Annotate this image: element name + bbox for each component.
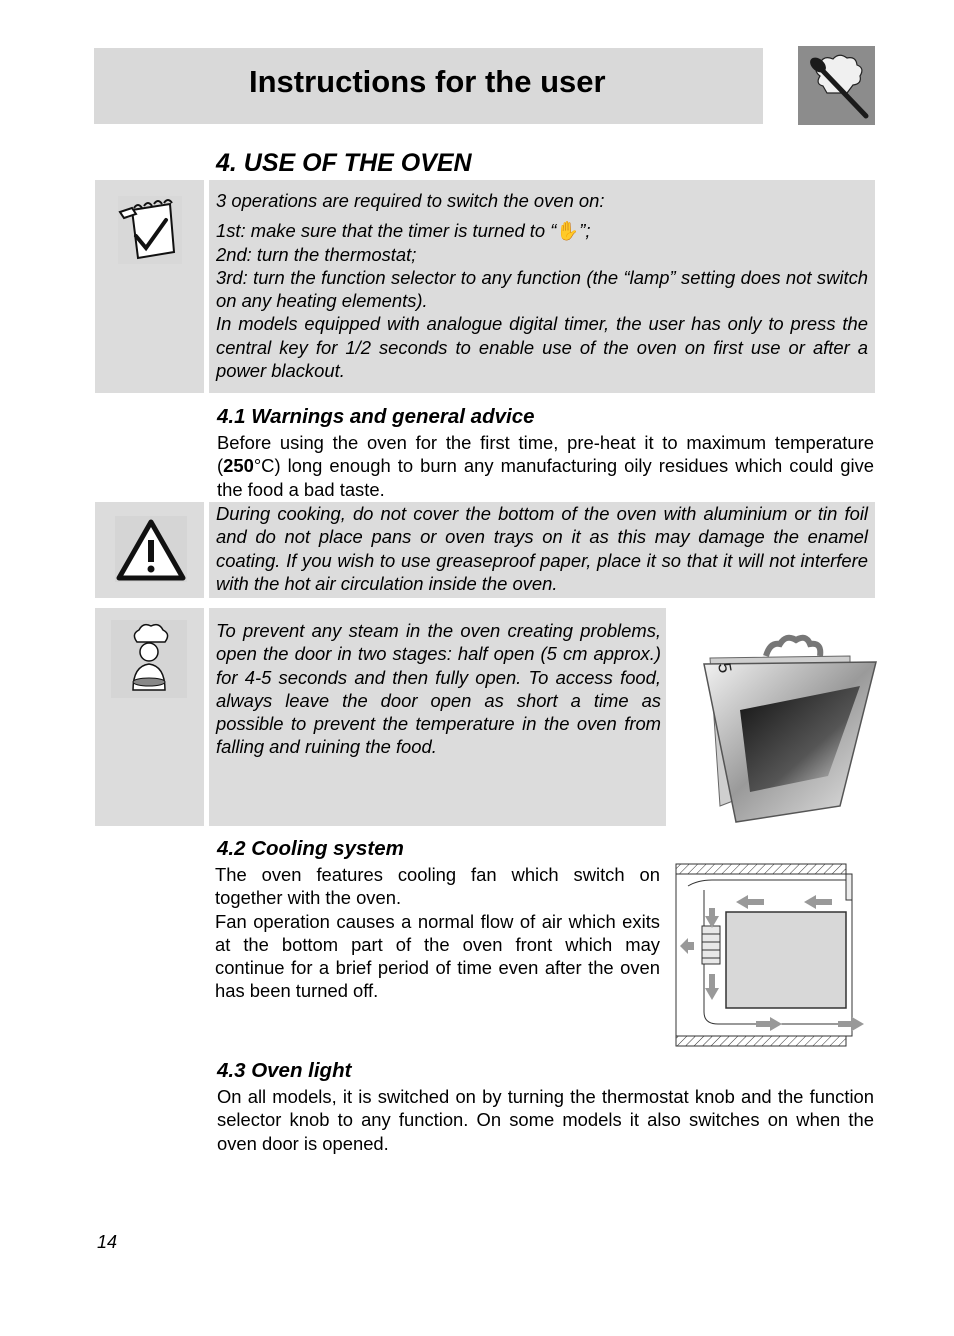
intro-icon-panel (95, 180, 204, 393)
timer-hand-icon: ✋ (556, 220, 580, 242)
caution-text: During cooking, do not cover the bottom of the oven with aluminium or tin foil and do not place pans or oven trays on it as this may damage the enamel coating. If you wish to use greaseproof paper, place it so that it will not interfere with the hot air circulation inside the oven. (216, 503, 868, 594)
chef-icon (111, 620, 187, 698)
cooling-text (215, 863, 660, 1003)
oven-light-paragraph: On all models, it is switched on by turning the thermostat knob and the function selector knob to any function. On some models it also switches on when the oven door is opened. (217, 1086, 874, 1154)
warnings-heading: 4.1 Warnings and general advice (217, 405, 535, 428)
caution-icon-panel (95, 502, 204, 598)
max-temperature-value: 250 (223, 455, 254, 477)
warning-triangle-icon (115, 516, 187, 582)
intro-line-1: 3 operations are required to switch the oven on: (216, 190, 605, 211)
section-title: 4. USE OF THE OVEN (216, 149, 472, 177)
notepad-checkmark-icon (110, 190, 190, 270)
intro-text (216, 189, 868, 382)
cooling-paragraph-1: The oven features cooling fan which switch on together with the oven. (215, 864, 660, 909)
warnings-paragraph: Before using the oven for the first time, pre-heat it to maximum temperature (250°C) long enough to burn any manufacturing oily residues which could give the food a bad taste. (217, 432, 874, 500)
chef-spoon-logo-icon (798, 46, 875, 125)
cooling-airflow-diagram (674, 862, 868, 1048)
page-header-title: Instructions for the user (249, 64, 606, 99)
intro-line-3: 2nd: turn the thermostat; (216, 243, 417, 265)
intro-line-5: In models equipped with analogue digital timer, the user has only to press the central key for 1/2 seconds to enable use of the oven on first use or after a power blackout. (216, 313, 868, 382)
tip-text: To prevent any steam in the oven creating problems, open the door in two stages: half open (5 cm approx.) for 4-5 seconds and then fully open. To access food, always leave the door open as short a time as possible to prevent the temperature in the oven from falling and ruining the food. (216, 620, 661, 758)
oven-light-heading: 4.3 Oven light (217, 1059, 352, 1082)
cooling-heading: 4.2 Cooling system (217, 837, 404, 860)
intro-line-2: 1st: make sure that the timer is turned to “✋”; (216, 220, 591, 242)
cooling-paragraph-2: Fan operation causes a normal flow of air which exits at the bottom part of the oven front which may continue for a brief period of time even after the oven has been turned off. (215, 910, 660, 1002)
oven-door-opening-illustration (700, 606, 878, 826)
door-gap-label: 5 (714, 661, 736, 675)
tip-icon-panel (95, 608, 204, 826)
intro-line-4: 3rd: turn the function selector to any function (the “lamp” setting does not switch on any heating elements). (216, 266, 868, 312)
page-number: 14 (97, 1232, 118, 1252)
